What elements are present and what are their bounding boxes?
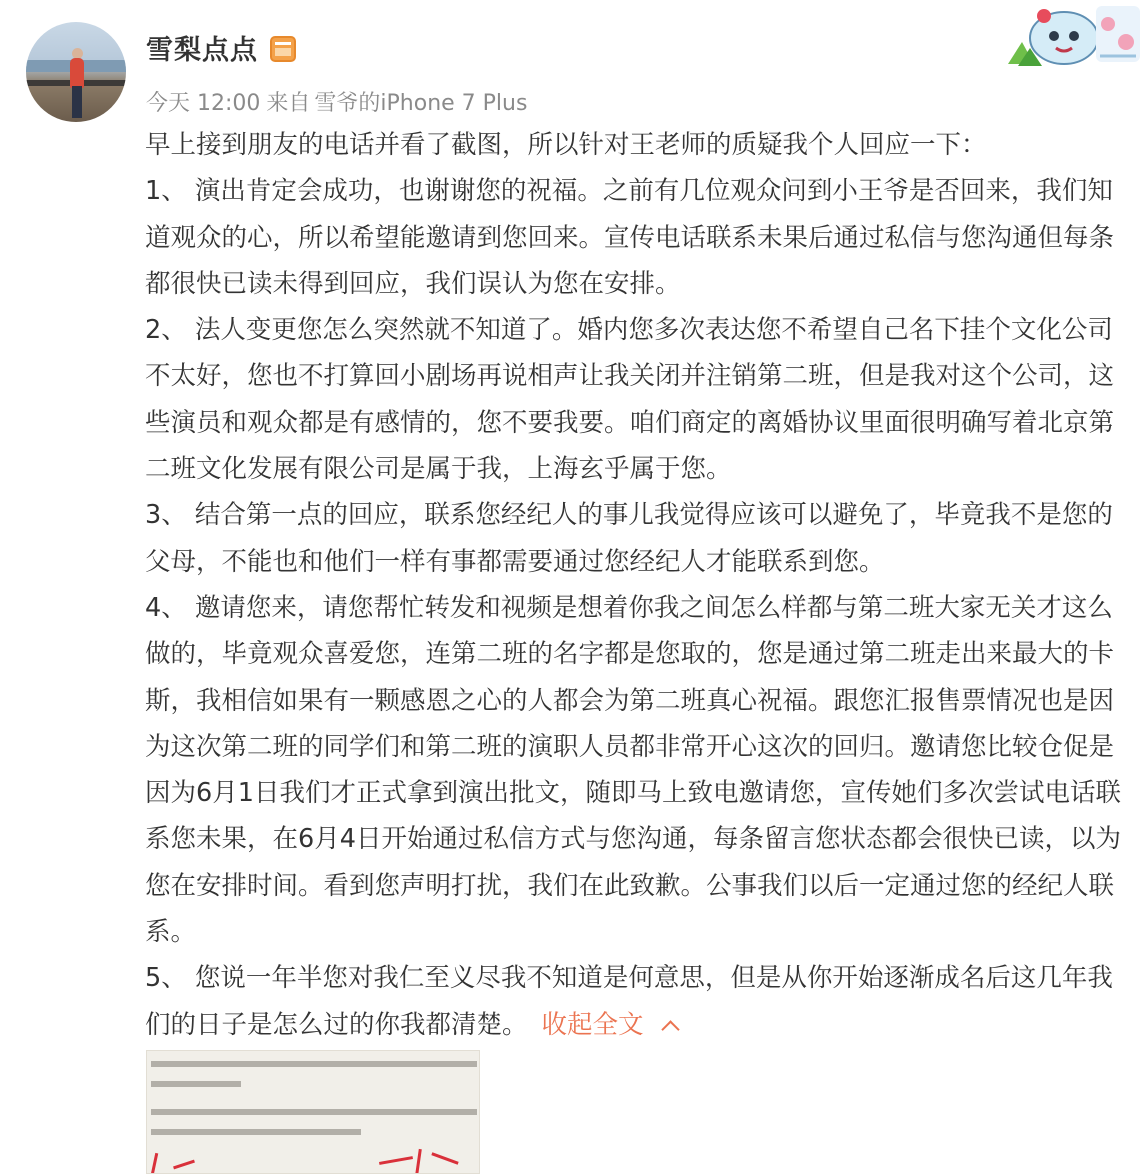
post-paragraph-last [145, 955, 1135, 1048]
avatar-person-body [70, 58, 84, 88]
post-source[interactable]: 雪爷的iPhone 7 Plus [314, 91, 528, 116]
signature-mark [379, 1156, 413, 1165]
member-badge-icon[interactable] [270, 36, 296, 62]
post-paragraph: 3、 结合第一点的回应，联系您经纪人的事儿我觉得应该可以避免了，毕竟我不是您的父母，不能也和他们一样有事都需要通过您经纪人才能联系到您。 [145, 500, 1113, 577]
doc-text-line [151, 1129, 361, 1135]
post-paragraph: 4、 邀请您来，请您帮忙转发和视频是想着你我之间怎么样都与第二班大家无关才这么做的，毕竟观众喜爱您，连第二班的名字都是您取的，您是通过第二班走出来最大的卡斯，我相信如果有一颗感恩之心的人都会为第二班真心祝福。跟您汇报售票情况也是因为这次第二班的同学们和第二班的演职人员都非常开心这次的回归。邀请您比较仓促是因为6月1日我们才正式拿到演出批文，随即马上致电邀请您，宣传她们多次尝试电话联系您未果，在6月4日开始通过私信方式与您沟通，每条留言您状态都会很快已读，以为您在安排时间。看到您声明打扰，我们在此致歉。公事我们以后一定通过您的经纪人联系。 [145, 592, 1121, 948]
signature-mark [151, 1153, 159, 1174]
post-body [145, 122, 1135, 1048]
post-paragraph: 5、 您说一年半您对我仁至义尽我不知道是何意思，但是从你开始逐渐成名后这几年我们的日子是怎么过的你我都清楚。 [145, 963, 1113, 1040]
attachment-image[interactable] [146, 1050, 480, 1174]
doc-text-line [151, 1081, 241, 1087]
cartoon-sticker-icon [1004, 2, 1144, 70]
source-prefix: 来自 [266, 91, 311, 116]
avatar-person-legs [72, 86, 82, 118]
doc-text-line [151, 1061, 477, 1067]
signature-mark [431, 1152, 458, 1164]
avatar[interactable] [26, 22, 126, 122]
username[interactable]: 雪梨点点 [146, 35, 258, 66]
collapse-button[interactable] [542, 1010, 677, 1040]
signature-mark [173, 1160, 195, 1170]
post-paragraph: 1、 演出肯定会成功，也谢谢您的祝福。之前有几位观众问到小王爷是否回来，我们知道观众的心，所以希望能邀请到您回来。宣传电话联系未果后通过私信与您沟通但每条都很快已读未得到回应，我们误认为您在安排。 [145, 176, 1115, 299]
post-paragraph: 早上接到朋友的电话并看了截图，所以针对王老师的质疑我个人回应一下： [145, 130, 987, 160]
post-time[interactable]: 今天 12:00 [146, 91, 261, 116]
doc-text-line [151, 1109, 477, 1115]
collapse-label[interactable]: 收起全文 [541, 1009, 644, 1040]
post-paragraph: 2、 法人变更您怎么突然就不知道了。婚内您多次表达您不希望自己名下挂个文化公司不太好，您也不打算回小剧场再说相声让我关闭并注销第二班，但是我对这个公司，这些演员和观众都是有感情的，您不要我要。咱们商定的离婚协议里面很明确写着北京第二班文化发展有限公司是属于我，上海玄乎属于您。 [145, 315, 1115, 485]
post-meta [146, 86, 533, 117]
signature-mark [415, 1149, 422, 1174]
chevron-up-icon[interactable] [661, 1020, 679, 1038]
